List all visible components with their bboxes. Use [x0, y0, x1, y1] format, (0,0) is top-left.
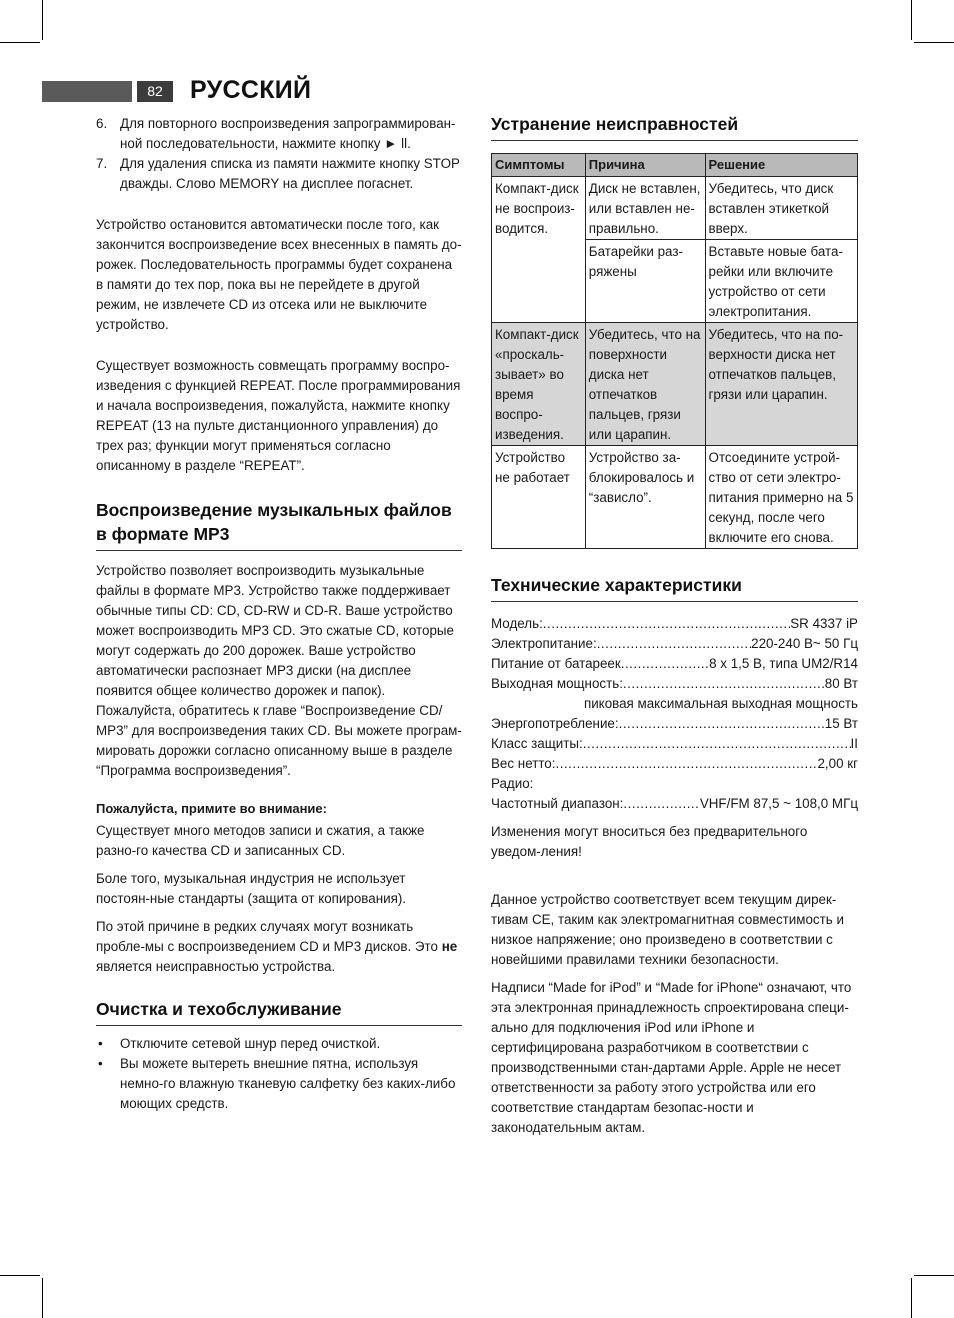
paragraph: Данное устройство соответствует всем текущим дирек-тивам CE, таким как электромагнитная совместимость и низкое напряжение; оно произведено в соответствии с новейшими правилами техники безопасности. [491, 892, 844, 967]
crop-mark [911, 1278, 912, 1318]
table-header-row [492, 154, 858, 177]
table-cell: Убедитесь, что на по-верхности диска нет отпечатков пальцев, грязи или царапин. [705, 323, 857, 446]
crop-mark [914, 1275, 954, 1276]
column-header: Симптомы [492, 154, 586, 177]
list-item: • Отключите сетевой шнур перед очисткой. [98, 1036, 381, 1051]
crop-mark [42, 0, 43, 40]
crop-mark [0, 1275, 40, 1276]
table-cell: Компакт-диск «проскаль-зывает» во время воспро-изведения. [492, 323, 586, 446]
spec-row: Электропитание: ..... 220-240 В~ 50 Гц [491, 634, 858, 654]
spec-row: Частотный диапазон: ..... VHF/FM 87,5 ~ 108,0 МГц [491, 794, 858, 814]
numbered-list [96, 114, 462, 194]
table-cell: Убедитесь, что диск вставлен этикеткой вверх. [705, 177, 857, 240]
spec-note: пиковая максимальная выходная мощность [583, 696, 858, 711]
table-cell: Компакт-диск не воспроиз-водится. [492, 177, 586, 323]
table-cell: Устройство не работает [492, 446, 586, 549]
paragraph: Надписи “Made for iPod” и “Made for iPhone“ означают, что эта электронная принадлежность спроектирована специ-ально для подключения iPod или iPhone и сертифицирована разработчиком в соответствии с производственными стан-дартами Apple. Apple не несет ответственности за работу этого устройства или его соответствие стандартам безопас-ности и законодательным актам. [491, 980, 852, 1135]
spec-row: Вес нетто: ..... 2,00 кг [491, 754, 858, 774]
table-cell: Отсоедините устрой-ство от сети электро-питания примерно на 5 секунд, после чего включите его снова. [705, 446, 857, 549]
note-title: Пожалуйста, примите во внимание: [96, 801, 327, 816]
column-header: Решение [705, 154, 857, 177]
section-heading-troubleshooting: Устранение неисправностей [491, 112, 858, 141]
troubleshooting-table [491, 153, 858, 549]
table-row [492, 446, 858, 549]
table-row [492, 177, 858, 240]
bullet-list [96, 1034, 462, 1114]
section-heading-cleaning: Очистка и техобслуживание [96, 997, 462, 1026]
left-column [96, 114, 462, 1114]
section-heading-specs: Технические характеристики [491, 573, 858, 602]
table-cell: Батарейки раз-ряжены [585, 240, 705, 323]
column-header: Причина [585, 154, 705, 177]
radio-label: Радио: [491, 776, 534, 791]
crop-mark [914, 42, 954, 43]
spec-row: Модель: ..... SR 4337 iP [491, 614, 858, 634]
table-cell: Убедитесь, что на поверхности диска нет отпечатков пальцев, грязи или царапин. [585, 323, 705, 446]
paragraph: Боле того, музыкальная индустрия не использует постоян-ные стандарты (защита от копирования). [96, 871, 407, 906]
crop-mark [911, 0, 912, 40]
paragraph: По этой причине в редких случаях могут возникать пробле-мы с воспроизведением CD и MP3 дисков. Это не является неисправностью устройства. [96, 919, 458, 974]
spec-row: Выходная мощность: ..... 80 Вт [491, 674, 858, 694]
spec-row: Класс защиты: ..... II [491, 734, 858, 754]
table-cell: Вставьте новые бата-рейки или включите устройство от сети электропитания. [705, 240, 857, 323]
list-item: 6. Для повторного воспроизведения запрограммирован-ной последовательности, нажмите кнопку ► ll. [96, 116, 456, 151]
right-column [491, 112, 858, 1138]
spec-row: Энергопотребление: ..... 15 Вт [491, 714, 858, 734]
crop-mark [0, 42, 40, 43]
crop-mark [42, 1278, 43, 1318]
spec-list [491, 614, 858, 814]
section-heading-mp3: Воспроизведение музыкальных файлов в формате MP3 [96, 498, 462, 551]
page-header [42, 78, 462, 104]
page-number: 82 [137, 81, 173, 102]
paragraph: Существует много методов записи и сжатия, а также разно-го качества CD и записанных CD. [96, 823, 425, 858]
paragraph: Существует возможность совмещать программу воспро-изведения с функцией REPEAT. После программирования и начала воспроизведения, пожалуйста, нажмите кнопку REPEAT (13 на пульте дистанционного управления) до трех раз; функции могут применяться согласно описанному в разделе “REPEAT”. [96, 358, 461, 473]
table-row [492, 323, 858, 446]
table-cell: Устройство за-блокировалось и “зависло”. [585, 446, 705, 549]
paragraph: Изменения могут вноситься без предварительного уведом-ления! [491, 824, 808, 859]
language-title: РУССКИЙ [190, 76, 312, 104]
list-item: 7. Для удаления списка из памяти нажмите кнопку STOP дважды. Слово MEMORY на дисплее погаснет. [96, 156, 460, 191]
spec-row: Питание от батареек ..... 8 x 1,5 В, типа UM2/R14 [491, 654, 858, 674]
paragraph: Устройство позволяет воспроизводить музыкальные файлы в формате MP3. Устройство также поддерживает обычные типы CD: CD, CD-RW и CD-R. Ваше устройство может воспроизводить MP3 CD. Это сжатые CD, которые могут содержать до 200 дорожек. Ваше устройство автоматически распознает MP3 диски (на дисплее появится общее количество дорожек и папок). Пожалуйста, обратитесь к главе “Воспроизведение CD/ MP3” для воспроизведения таких CD. Вы можете програм-мировать дорожки согласно описанному выше в разделе “Программа воспроизведения”. [96, 563, 462, 778]
list-item: • Вы можете вытереть внешние пятна, используя немно-го влажную тканевую салфетку без каких-либо моющих средств. [98, 1056, 456, 1111]
paragraph: Устройство остановится автоматически после того, как закончится воспроизведение всех внесенных в память до-рожек. Последовательность программы будет сохранена в памяти до тех пор, пока вы не перейдете в другой режим, не извлечете CD из отсека или не выключите устройство. [96, 217, 462, 332]
table-cell: Диск не вставлен, или вставлен не-правильно. [585, 177, 705, 240]
header-bar [42, 81, 132, 102]
